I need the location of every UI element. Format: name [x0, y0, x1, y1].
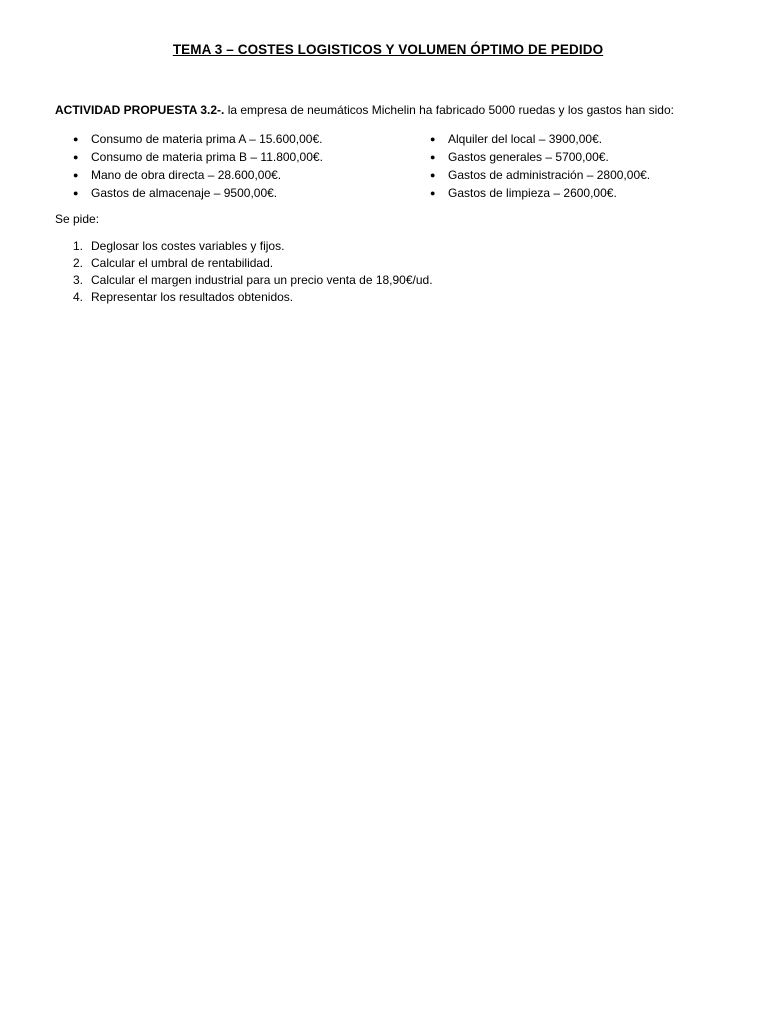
activity-intro — [55, 103, 745, 117]
cost-item-text: Gastos de limpieza – 2600,00€. — [448, 186, 617, 200]
list-item — [73, 184, 323, 202]
activity-text: la empresa de neumáticos Michelin ha fabricado 5000 ruedas y los gastos han sido: — [224, 103, 674, 117]
bullet-icon: ● — [73, 152, 79, 162]
costs-list-left — [73, 130, 323, 202]
costs-list-right — [430, 130, 650, 202]
activity-label: ACTIVIDAD PROPUESTA 3.2-. — [55, 103, 225, 117]
bullet-icon: ● — [430, 152, 436, 162]
bullet-icon: ● — [73, 170, 79, 180]
bullet-icon: ● — [73, 188, 79, 198]
list-item — [73, 255, 433, 272]
list-item — [430, 184, 650, 202]
task-text: Calcular el umbral de rentabilidad. — [91, 256, 274, 270]
tasks-heading: Se pide: — [55, 212, 100, 226]
task-number: 1. — [73, 239, 84, 253]
cost-item-text: Gastos de administración – 2800,00€. — [448, 168, 651, 182]
task-number: 4. — [73, 290, 84, 304]
cost-item-text: Gastos generales – 5700,00€. — [448, 150, 609, 164]
bullet-icon: ● — [430, 188, 436, 198]
list-item — [73, 166, 323, 184]
bullet-icon: ● — [73, 134, 79, 144]
bullet-icon: ● — [430, 170, 436, 180]
list-item — [73, 272, 433, 289]
list-item — [430, 166, 650, 184]
task-number: 2. — [73, 256, 84, 270]
task-text: Deglosar los costes variables y fijos. — [91, 239, 285, 253]
cost-item-text: Gastos de almacenaje – 9500,00€. — [91, 186, 278, 200]
task-text: Representar los resultados obtenidos. — [91, 290, 294, 304]
cost-item-text: Mano de obra directa – 28.600,00€. — [91, 168, 282, 182]
task-text: Calcular el margen industrial para un precio venta de 18,90€/ud. — [91, 273, 433, 287]
tasks-list — [73, 238, 433, 306]
list-item — [73, 289, 433, 306]
list-item — [430, 130, 650, 148]
cost-item-text: Alquiler del local – 3900,00€. — [448, 132, 603, 146]
bullet-icon: ● — [430, 134, 436, 144]
list-item — [73, 148, 323, 166]
cost-item-text: Consumo de materia prima A – 15.600,00€. — [91, 132, 323, 146]
document-title: TEMA 3 – COSTES LOGISTICOS Y VOLUMEN ÓPTIMO DE PEDIDO — [172, 42, 604, 57]
list-item — [73, 130, 323, 148]
list-item — [73, 238, 433, 255]
task-number: 3. — [73, 273, 84, 287]
cost-item-text: Consumo de materia prima B – 11.800,00€. — [91, 150, 323, 164]
list-item — [430, 148, 650, 166]
